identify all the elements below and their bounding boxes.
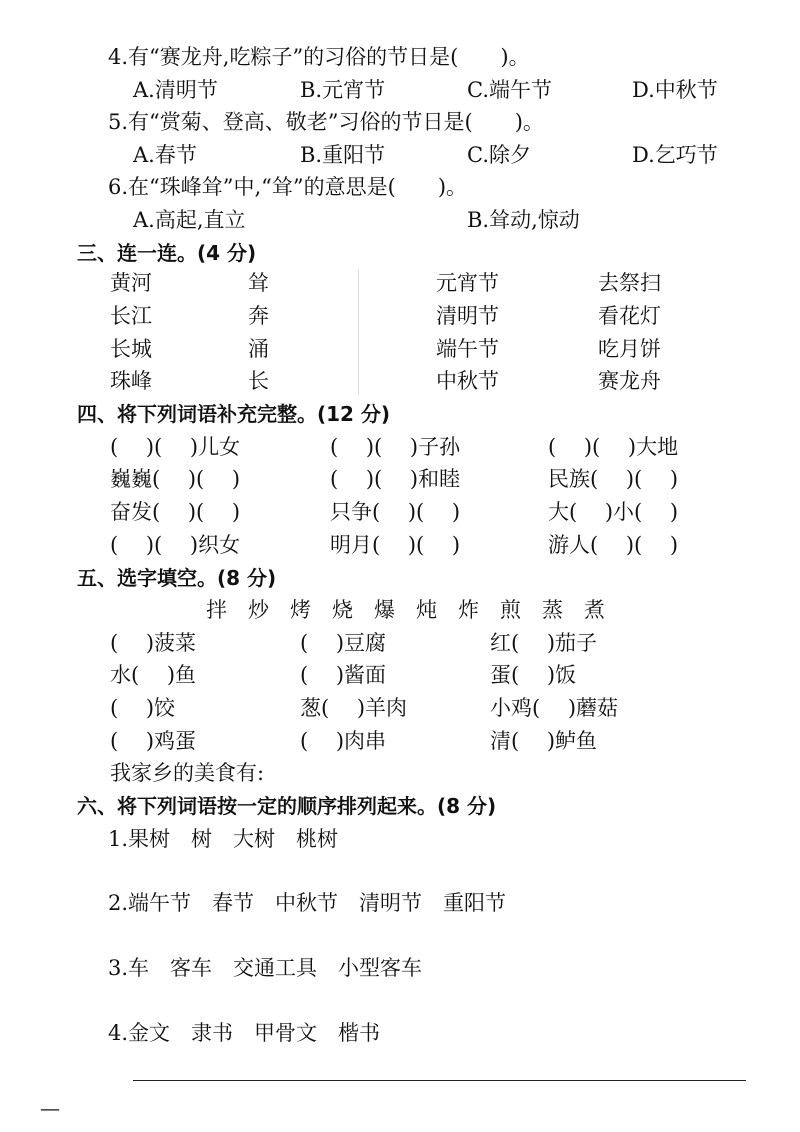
fill-in-phrase: 民族( )( ) [548, 467, 679, 491]
fill-in-dish: ( )菠菜 [110, 631, 197, 655]
match-left-item: 长 [248, 369, 269, 393]
match-left-item: 耸 [248, 271, 269, 295]
match-left-item: 黄河 [110, 271, 152, 295]
character-bank: 拌 炒 烤 烧 爆 炖 炸 煎 蒸 煮 [206, 598, 605, 622]
fill-in-phrase: ( )( )子孙 [330, 435, 461, 459]
q5-option-d: D.乞巧节 [632, 143, 718, 167]
match-left-item: 长江 [110, 304, 152, 328]
fill-in-phrase: 奋发( )( ) [110, 500, 241, 524]
q4-stem: 4.有“赛龙舟,吃粽子”的习俗的节日是( )。 [108, 45, 530, 69]
q4-option-a: A.清明节 [133, 78, 218, 102]
ordering-item: 2.端午节 春节 中秋节 清明节 重阳节 [108, 891, 507, 915]
q6-option-b: B.耸动,惊动 [467, 208, 580, 232]
match-left-item: 奔 [248, 304, 269, 328]
match-left-item: 涌 [248, 337, 269, 361]
fill-in-phrase: 只争( )( ) [330, 500, 461, 524]
q4-option-d: D.中秋节 [632, 78, 718, 102]
fill-in-phrase: ( )( )大地 [548, 435, 679, 459]
fill-in-phrase: 大( )小( ) [548, 500, 679, 524]
section3-divider [358, 270, 359, 395]
match-right-item: 端午节 [436, 337, 499, 361]
q4-option-b: B.元宵节 [300, 78, 386, 102]
q6-stem: 6.在“珠峰耸”中,“耸”的意思是( )。 [108, 175, 468, 199]
q5-option-c: C.除夕 [467, 143, 531, 167]
fill-in-dish: 红( )茄子 [490, 631, 598, 655]
match-right-item: 看花灯 [598, 304, 661, 328]
answer-line [133, 1080, 746, 1081]
fill-in-dish: ( )酱面 [300, 663, 387, 687]
ordering-item: 3.车 客车 交通工具 小型客车 [108, 956, 423, 980]
fill-in-phrase: ( )( )和睦 [330, 467, 461, 491]
fill-in-phrase: ( )( )儿女 [110, 435, 241, 459]
fill-in-dish: 清( )鲈鱼 [490, 729, 598, 753]
fill-in-dish: 小鸡( )蘑菇 [490, 696, 619, 720]
match-right-item: 赛龙舟 [598, 369, 661, 393]
section3-heading: 三、连一连。(4 分) [77, 241, 257, 265]
match-right-item: 中秋节 [436, 369, 499, 393]
match-left-item: 珠峰 [110, 369, 152, 393]
ordering-item: 4.金文 隶书 甲骨文 楷书 [108, 1021, 381, 1045]
match-left-item: 长城 [110, 337, 152, 361]
section6-heading: 六、将下列词语按一定的顺序排列起来。(8 分) [77, 794, 497, 818]
fill-in-dish: 葱( )羊肉 [300, 696, 408, 720]
match-right-item: 元宵节 [436, 271, 499, 295]
fill-in-phrase: 游人( )( ) [548, 533, 679, 557]
match-right-item: 清明节 [436, 304, 499, 328]
match-right-item: 吃月饼 [598, 337, 661, 361]
hometown-food-prompt: 我家乡的美食有: [110, 761, 265, 785]
q4-option-c: C.端午节 [467, 78, 552, 102]
fill-in-dish: ( )豆腐 [300, 631, 387, 655]
match-right-item: 去祭扫 [598, 271, 661, 295]
fill-in-phrase: 巍巍( )( ) [110, 467, 241, 491]
q5-stem: 5.有“赏菊、登高、敬老”习俗的节日是( )。 [108, 110, 544, 134]
section4-heading: 四、将下列词语补充完整。(12 分) [77, 402, 391, 426]
fill-in-phrase: 明月( )( ) [330, 533, 461, 557]
q5-option-a: A.春节 [133, 143, 197, 167]
fill-in-dish: ( )鸡蛋 [110, 729, 197, 753]
fill-in-dish: 蛋( )饭 [490, 663, 577, 687]
fill-in-dish: ( )饺 [110, 696, 176, 720]
fill-in-phrase: ( )( )织女 [110, 533, 241, 557]
fill-in-dish: 水( )鱼 [110, 663, 197, 687]
ordering-item: 1.果树 树 大树 桃树 [108, 827, 339, 851]
q5-option-b: B.重阳节 [300, 143, 386, 167]
fill-in-dish: ( )肉串 [300, 729, 387, 753]
section5-heading: 五、选字填空。(8 分) [77, 566, 277, 590]
page-mark: — [40, 1096, 60, 1120]
q6-option-a: A.高起,直立 [133, 208, 246, 232]
